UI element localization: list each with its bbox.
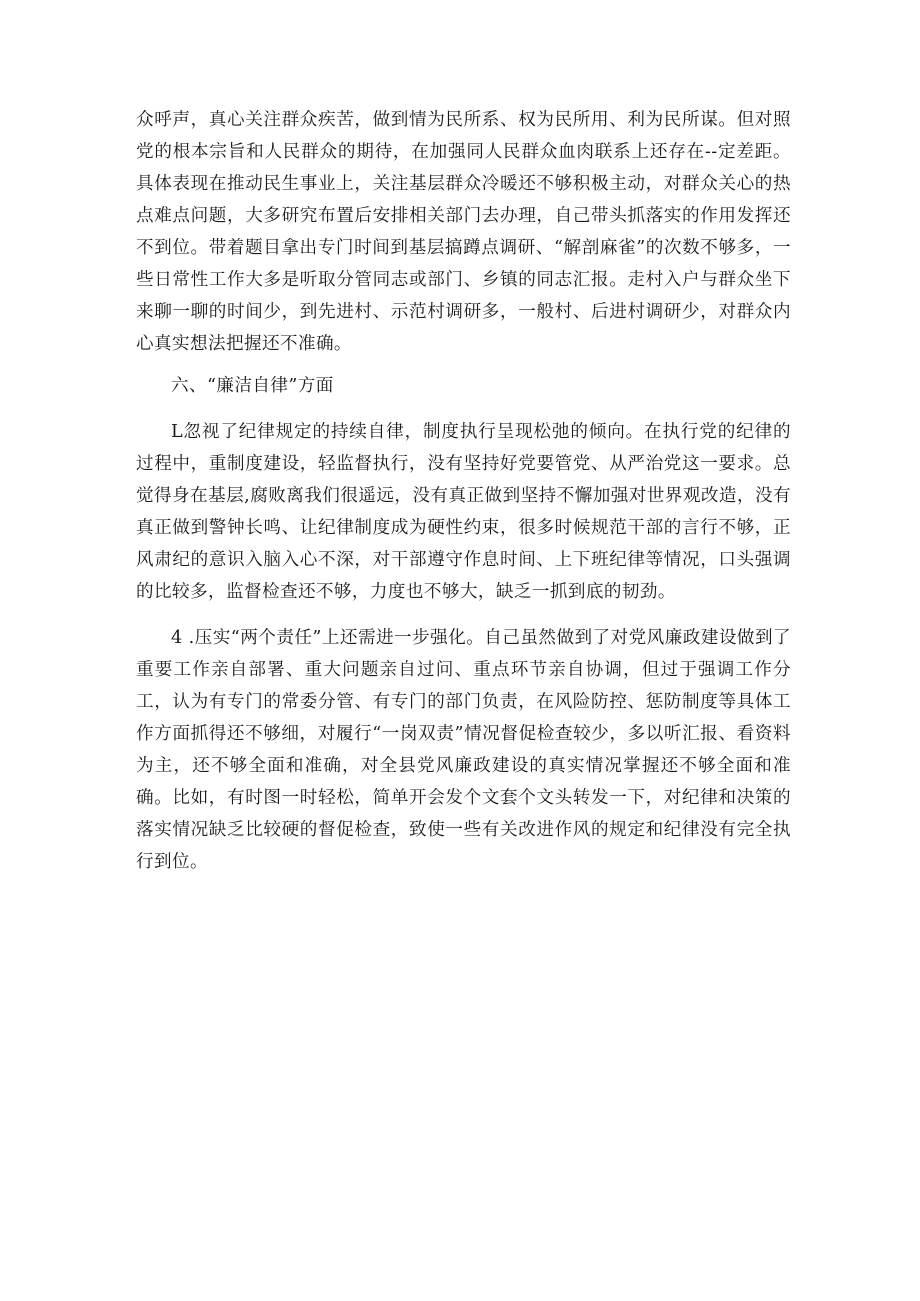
paragraph-2: 4 .压实“两个责任”上还需进一步强化。自己虽然做到了对党风廉政建设做到了重要工作亲自部署、重大问题亲自过问、重点环节亲自协调，但过于强调工作分工，认为有专门的常委分管、有专门的部门负责，在风险防控、惩防制度等具体工作方面抓得还不够细，对履行“一岗双责”情况督促检查较少，多以听汇报、看资料为主，还不够全面和准确，对全县党风廉政建设的真实情况掌握还不够全面和准确。比如，有时图一时轻松，简单开会发个文套个文头转发一下，对纪律和决策的落实情况缺乏比较硬的督促检查，致使一些有关改进作风的规定和纪律没有完全执行到位。 (136, 628, 791, 872)
paragraph-continuation: 众呼声，真心关注群众疾苦，做到情为民所系、权为民所用、利为民所谋。但对照党的根本宗旨和人民群众的期待，在加强同人民群众血肉联系上还存在--定差距。具体表现在推动民生事业上，关注基层群众冷暖还不够积极主动，对群众关心的热点难点问题，大多研究布置后安排相关部门去办理，自己带头抓落实的作用发挥还不到位。带着题目拿出专门时间到基层搞蹲点调研、“解剖麻雀”的次数不够多，一些日常性工作大多是听取分管同志或部门、乡镇的同志汇报。走村入户与群众坐下来聊一聊的时间少，到先进村、示范村调研多，一般村、后进村调研少，对群众内心真实想法把握还不准确。 (136, 110, 791, 354)
paragraph-1: L忽视了纪律规定的持续自律，制度执行呈现松弛的倾向。在执行党的纪律的过程中，重制度建设，轻监督执行，没有坚持好党要管党、从严治党这一要求。总觉得身在基层,腐败离我们很遥远，没有真正做到坚持不懈加强对世界观改造，没有真正做到警钟长鸣、让纪律制度成为硬性约束，很多时候规范干部的言行不够，正风肃纪的意识入脑入心不深，对干部遵守作息时间、上下班纪律等情况，口头强调的比较多，监督检查还不够，力度也不够大，缺乏一抓到底的韧劲。 (136, 422, 791, 602)
document-page (136, 104, 791, 878)
section-heading: 六、“廉洁自律”方面 (171, 376, 334, 396)
